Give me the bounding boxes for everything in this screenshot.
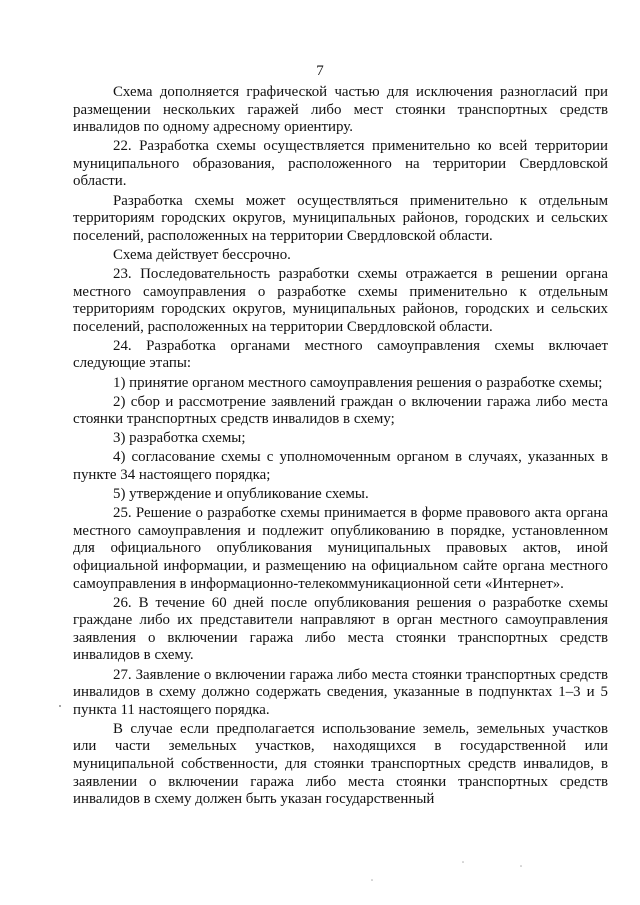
paragraph: Схема действует бессрочно.	[113, 246, 291, 263]
paragraph: 23. Последовательность разработки схемы отражается в решении органа местного самоуправления о разработке схемы применительно к отдельным территориям городских округов, муниципальных районов, городских и сельских поселений, расположенных на территории Свердловской области.	[73, 265, 608, 335]
list-item: 2) сбор и рассмотрение заявлений граждан о включении гаража либо места стоянки транспортных средств инвалидов в схему;	[73, 393, 608, 428]
page-number: 7	[316, 63, 324, 79]
list-item: 3) разработка схемы;	[113, 430, 246, 447]
paragraph: Схема дополняется графической частью для исключения разногласий при размещении нескольких гаражей либо мест стоянки транспортных средств инвалидов по одному адресному ориентиру.	[73, 84, 608, 136]
scan-speck	[462, 861, 464, 863]
paragraph: 24. Разработка органами местного самоуправления схемы включает следующие этапы:	[73, 337, 608, 372]
document-body	[73, 84, 608, 810]
list-item: 1) принятие органом местного самоуправления решения о разработке схемы;	[113, 374, 603, 391]
scan-speck	[520, 865, 522, 867]
list-item: 4) согласование схемы с уполномоченным органом в случаях, указанных в пункте 34 настоящего порядка;	[73, 449, 608, 483]
list-item: 5) утверждение и опубликование схемы.	[113, 486, 369, 503]
paragraph: 26. В течение 60 дней после опубликования решения о разработке схемы граждане либо их представители направляют в орган местного самоуправления заявления о включении гаража либо места стоянки транспортных средств инвалидов в схему.	[73, 594, 608, 664]
paragraph: В случае если предполагается использование земель, земельных участков или части земельных участков, находящихся в государственной или муниципальной собственности, для стоянки транспортных средств инвалидов, в заявлении о включении гаража либо места стоянки транспортных средств инвалидов в схему должен быть указан государственный	[73, 720, 608, 808]
paragraph: Разработка схемы может осуществляться применительно к отдельным территориям городских округов, муниципальных районов, городских и сельских поселений, расположенных на территории Свердловской области.	[73, 192, 608, 244]
paragraph: 25. Решение о разработке схемы принимается в форме правового акта органа местного самоуправления и подлежит опубликованию в порядке, установленном для официального опубликования муниципальных правовых актов, иной официальной информации, и размещению на официальном сайте органа местного самоуправления в информационно-телекоммуникационной сети «Интернет».	[73, 505, 608, 592]
paragraph: 22. Разработка схемы осуществляется применительно ко всей территории муниципального образования, расположенного на территории Свердловской области.	[73, 138, 608, 190]
paragraph: 27. Заявление о включении гаража либо места стоянки транспортных средств инвалидов в схему должно содержать сведения, указанные в подпунктах 1–3 и 5 пункта 11 настоящего порядка.	[73, 666, 608, 718]
scan-speck	[59, 705, 61, 707]
scan-speck	[371, 879, 373, 881]
